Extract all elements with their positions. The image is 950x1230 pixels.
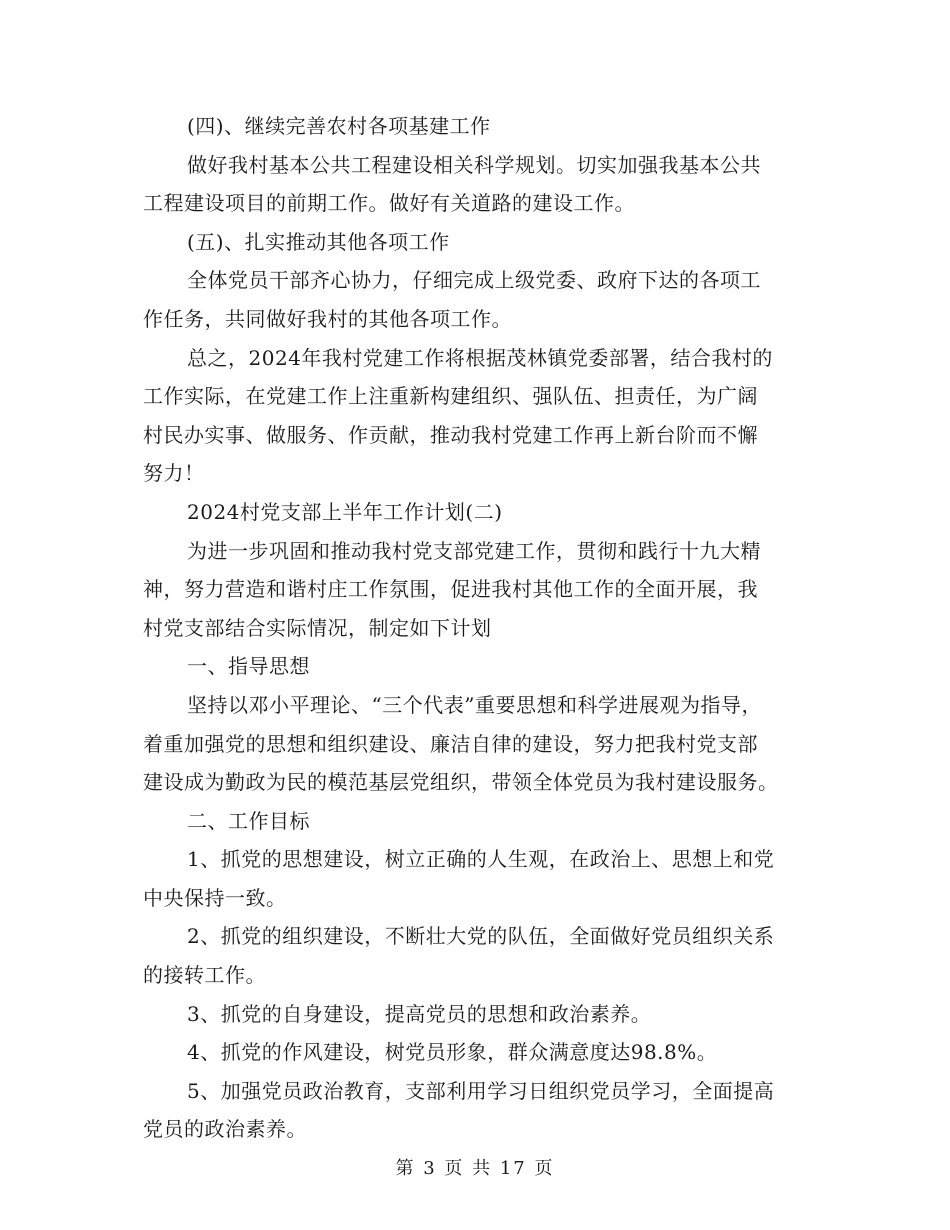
paragraph-line: 着重加强党的思想和组织建设、廉洁自律的建设，努力把我村党支部 [143, 731, 758, 756]
section-heading: 二、工作目标 [187, 808, 310, 833]
list-item: 4、抓党的作风建设，树党员形象，群众满意度达98.8%。 [187, 1040, 718, 1065]
paragraph-line: 为进一步巩固和推动我村党支部党建工作，贯彻和践行十九大精 [187, 538, 761, 563]
document-subtitle: 2024村党支部上半年工作计划(二) [187, 499, 503, 524]
paragraph-line: 神，努力营造和谐村庄工作氛围，促进我村其他工作的全面开展，我 [143, 577, 758, 602]
list-item: 2、抓党的组织建设，不断壮大党的队伍，全面做好党员组织关系 [187, 924, 775, 949]
section-heading: (四)、继续完善农村各项基建工作 [187, 114, 491, 138]
list-item: 3、抓党的自身建设，提高党员的思想和政治素养。 [187, 1001, 652, 1026]
paragraph-line: 全体党员干部齐心协力，仔细完成上级党委、政府下达的各项工 [187, 268, 761, 293]
list-item-continuation: 党员的政治素养。 [143, 1117, 307, 1142]
list-item-continuation: 的接转工作。 [143, 963, 266, 988]
paragraph-line: 工程建设项目的前期工作。做好有关道路的建设工作。 [143, 191, 635, 216]
document-body [143, 107, 803, 1149]
section-heading: (五)、扎实推动其他各项工作 [187, 229, 450, 254]
paragraph-line: 建设成为勤政为民的模范基层党组织，带领全体党员为我村建设服务。 [143, 770, 779, 795]
paragraph-line: 努力！ [143, 461, 205, 486]
paragraph-line: 坚持以邓小平理论、“三个代表”重要思想和科学进展观为指导， [187, 692, 762, 717]
paragraph-line: 工作实际，在党建工作上注重新构建组织、强队伍、担责任，为广阔 [143, 384, 758, 409]
list-item: 5、加强党员政治教育，支部利用学习日组织党员学习，全面提高 [187, 1078, 775, 1103]
paragraph-line: 村民办实事、做服务、作贡献，推动我村党建工作再上新台阶而不懈 [143, 422, 758, 447]
list-item: 1、抓党的思想建设，树立正确的人生观，在政治上、思想上和党 [187, 847, 775, 872]
paragraph-line: 村党支部结合实际情况，制定如下计划 [143, 615, 492, 640]
list-item-continuation: 中央保持一致。 [143, 885, 287, 910]
page-footer: 第 3 页 共 17 页 [395, 1158, 555, 1179]
section-heading: 一、指导思想 [187, 654, 310, 679]
paragraph-line: 总之，2024年我村党建工作将根据茂林镇党委部署，结合我村的 [187, 345, 773, 370]
paragraph-line: 做好我村基本公共工程建设相关科学规划。切实加强我基本公共 [187, 152, 761, 177]
paragraph-line: 作任务，共同做好我村的其他各项工作。 [143, 306, 512, 331]
